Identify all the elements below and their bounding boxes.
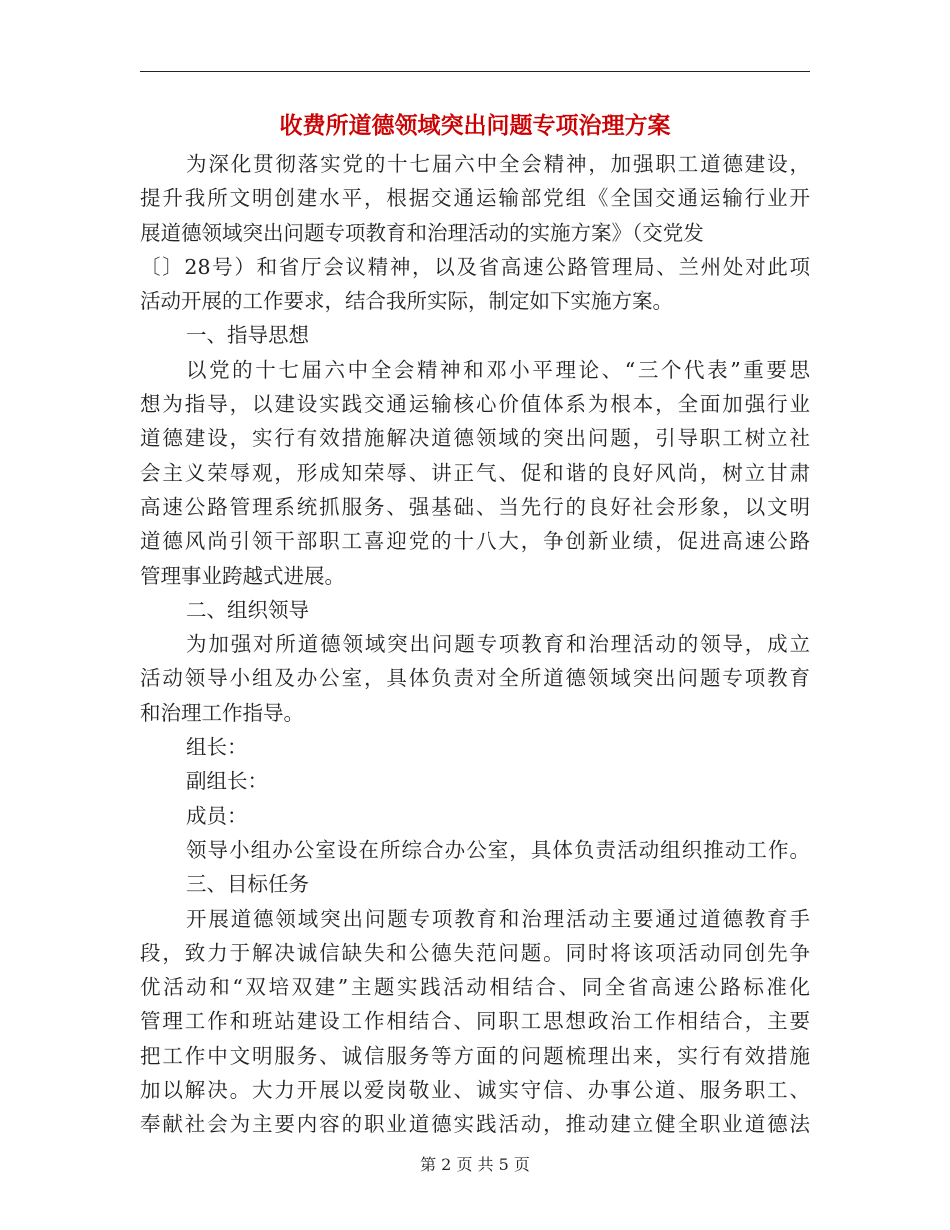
header-rule [140, 71, 810, 72]
text-line: 提升我所文明创建水平，根据交通运输部党组《全国交通运输行业开 [140, 186, 810, 211]
text-line: 为加强对所道德领域突出问题专项教育和治理活动的领导，成立 [186, 632, 810, 657]
text-line: 副组长： [186, 769, 268, 794]
text-line: 段，致力于解决诚信缺失和公德失范问题。同时将该项活动同创先争 [140, 940, 810, 965]
text-line: 展道德领域突出问题专项教育和治理活动的实施方案》（交党发 [140, 220, 704, 245]
text-line: 活动领导小组及办公室，具体负责对全所道德领域突出问题专项教育 [140, 666, 810, 691]
text-line: 为深化贯彻落实党的十七届六中全会精神，加强职工道德建设， [186, 152, 810, 176]
text-line: 奉献社会为主要内容的职业道德实践活动，推动建立健全职业道德法 [140, 1112, 810, 1137]
text-line: 二、组织领导 [186, 597, 309, 622]
text-line: 活动开展的工作要求，结合我所实际，制定如下实施方案。 [140, 289, 673, 314]
document-body [140, 147, 810, 1142]
text-line: 管理工作和班站建设工作相结合、同职工思想政治工作相结合，主要 [140, 1009, 810, 1034]
page-footer: 第 2 页 共 5 页 [420, 1155, 530, 1174]
text-line: 〔〕28号）和省厅会议精神，以及省高速公路管理局、兰州处对此项 [140, 254, 810, 279]
text-line: 加以解决。大力开展以爱岗敬业、诚实守信、办事公道、服务职工、 [140, 1078, 810, 1103]
text-line: 开展道德领域突出问题专项教育和治理活动主要通过道德教育手 [186, 906, 810, 931]
text-line: 道德风尚引领干部职工喜迎党的十八大，争创新业绩，促进高速公路 [140, 529, 810, 554]
text-line: 领导小组办公室设在所综合办公室，具体负责活动组织推动工作。 [186, 837, 810, 862]
text-line: 成员： [186, 803, 248, 828]
text-line: 优活动和“双培双建”主题实践活动相结合、同全省高速公路标准化 [140, 975, 810, 1000]
text-line: 三、目标任务 [186, 872, 309, 897]
text-line: 高速公路管理系统抓服务、强基础、当先行的良好社会形象，以文明 [140, 494, 810, 519]
text-line: 会主义荣辱观，形成知荣辱、讲正气、促和谐的良好风尚，树立甘肃 [140, 460, 810, 485]
text-line: 和治理工作指导。 [140, 700, 304, 725]
text-line: 以党的十七届六中全会精神和邓小平理论、“三个代表”重要思 [186, 357, 810, 382]
text-line: 想为指导，以建设实践交通运输核心价值体系为根本，全面加强行业 [140, 392, 810, 417]
text-line: 把工作中文明服务、诚信服务等方面的问题梳理出来，实行有效措施 [140, 1043, 810, 1068]
text-line: 道德建设，实行有效措施解决道德领域的突出问题，引导职工树立社 [140, 426, 810, 451]
document-title: 收费所道德领域突出问题专项治理方案 [279, 112, 671, 139]
text-line: 一、指导思想 [186, 323, 309, 348]
text-line: 管理事业跨越式进展。 [140, 563, 345, 588]
text-line: 组长： [186, 735, 248, 760]
